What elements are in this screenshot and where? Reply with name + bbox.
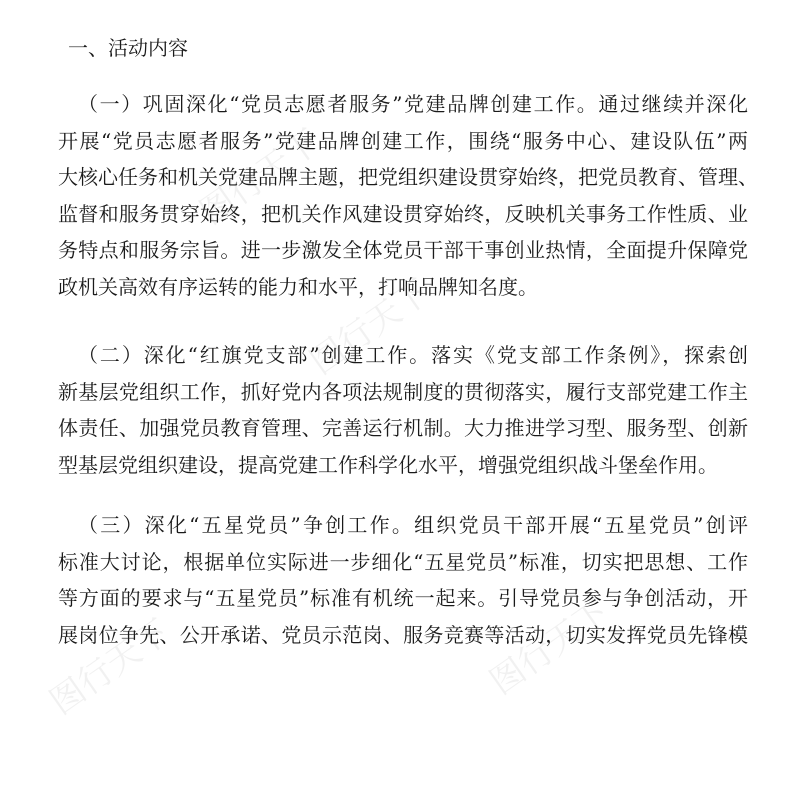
paragraph-line: 型基层党组织建设，提高党建工作科学化水平，增强党组织战斗堡垒作用。	[58, 452, 718, 477]
paragraph-line: 大核心任务和机关党建品牌主题，把党组织建设贯穿始终，把党员教育、管理、	[58, 165, 758, 189]
paragraph-line: 标准大讨论，根据单位实际进一步细化“五星党员”标准，切实把思想、工作	[58, 549, 748, 574]
paragraph-1	[58, 86, 758, 305]
paragraph-line: 体责任、加强党员教育管理、完善运行机制。大力推进学习型、服务型、创新	[58, 416, 748, 440]
paragraph-2	[58, 337, 748, 483]
paragraph-line: 务特点和服务宗旨。进一步激发全体党员干部干事创业热情，全面提升保障党	[58, 238, 748, 262]
paragraph-line: 等方面的要求与“五星党员”标准有机统一起来。引导党员参与争创活动，开	[58, 586, 748, 610]
paragraph-line: （二）深化“红旗党支部”创建工作。落实《党支部工作条例》，探索创	[78, 343, 748, 367]
paragraph-line: 监督和服务贯穿始终，把机关作风建设贯穿始终，反映机关事务工作性质、业	[58, 201, 748, 226]
paragraph-line: 政机关高效有序运转的能力和水平，打响品牌知名度。	[58, 274, 538, 299]
paragraph-line: 开展“党员志愿者服务”党建品牌创建工作，围绕“服务中心、建设队伍”两	[58, 128, 748, 153]
section-heading: 一、活动内容	[68, 36, 188, 60]
paragraph-line: （一）巩固深化“党员志愿者服务”党建品牌创建工作。通过继续并深化	[78, 92, 748, 116]
paragraph-line: 展岗位争先、公开承诺、党员示范岗、服务竞赛等活动，切实发挥党员先锋模	[58, 622, 748, 647]
paragraph-line: 新基层党组织工作，抓好党内各项法规制度的贯彻落实，履行支部党建工作主	[58, 379, 748, 404]
watermark: 图行天下	[192, 121, 328, 233]
watermark: 图行天下	[42, 611, 178, 723]
paragraph-line: （三）深化“五星党员”争创工作。组织党员干部开展“五星党员”创评	[78, 513, 748, 537]
paragraph-3	[58, 507, 748, 653]
watermark: 图行天下	[302, 271, 438, 383]
watermark: 图行天下	[482, 591, 618, 703]
